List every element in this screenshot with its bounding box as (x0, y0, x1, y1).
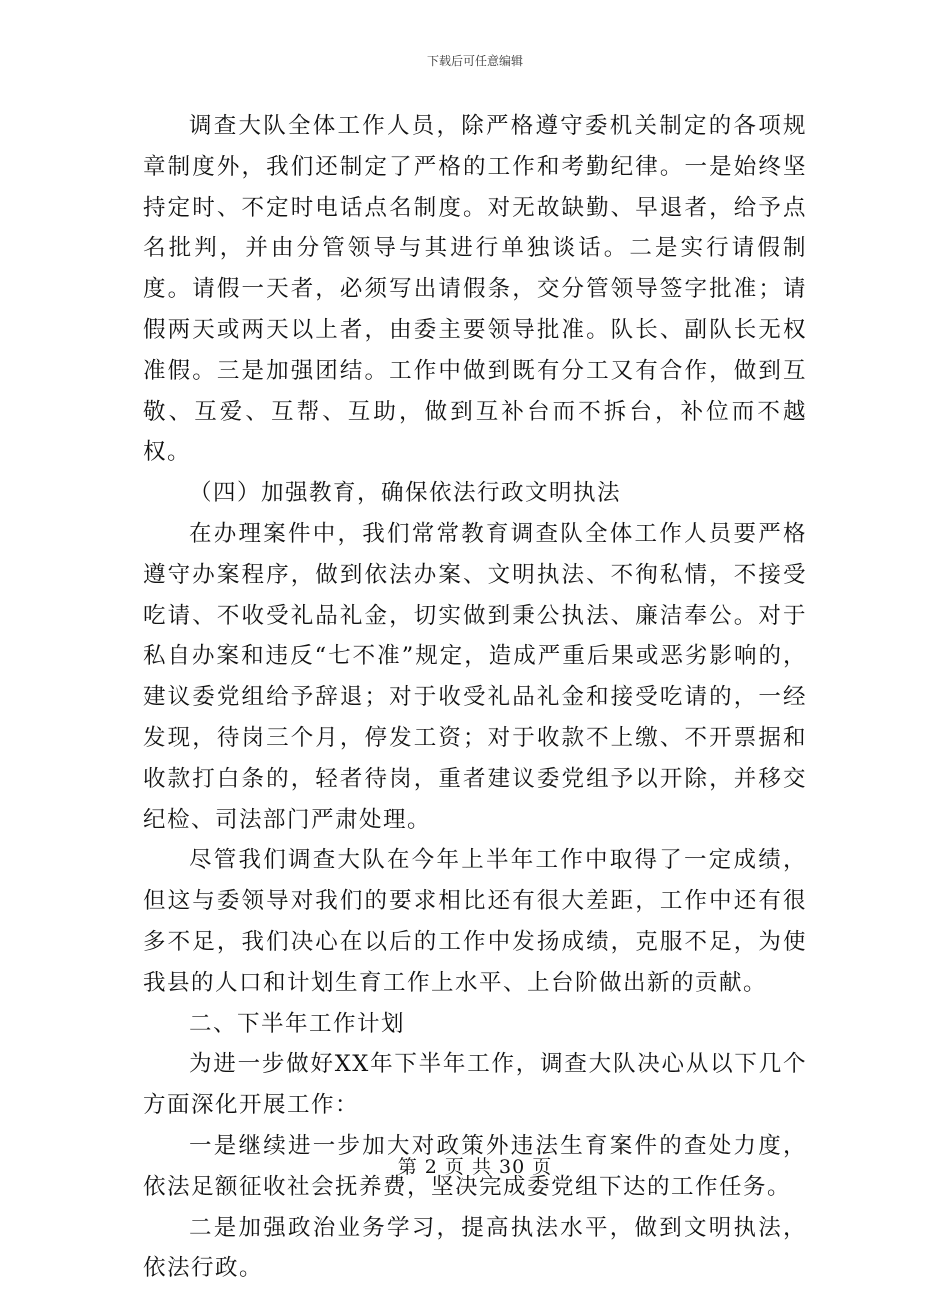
paragraph-plan-item-2: 二是加强政治业务学习，提高执法水平，做到文明执法，依法行政。 (143, 1214, 807, 1282)
page-number-footer: 第 2 页 共 30 页 (397, 1156, 553, 1178)
paragraph-plan-intro: 为进一步做好XX年下半年工作，调查大队决心从以下几个方面深化开展工作： (143, 1051, 807, 1119)
paragraph-summary: 尽管我们调查大队在今年上半年工作中取得了一定成绩，但这与委领导对我们的要求相比还有很大差距，工作中还有很多不足，我们决心在以后的工作中发扬成绩，克服不足，为使我县的人口和计划生育工作上水平、上台阶做出新的贡献。 (143, 847, 807, 996)
page-header-note: 下载后可任意编辑 (426, 54, 523, 68)
paragraph-discipline: 调查大队全体工作人员，除严格遵守委机关制定的各项规章制度外，我们还制定了严格的工作和考勤纪律。一是始终坚持定时、不定时电话点名制度。对无故缺勤、早退者，给予点名批判，并由分管领导与其进行单独谈话。二是实行请假制度。请假一天者，必须写出请假条，交分管领导签字批准；请假两天或两天以上者，由委主要领导批准。队长、副队长无权准假。三是加强团结。工作中做到既有分工又有合作，做到互敬、互爱、互帮、互助，做到互补台而不拆台，补位而不越权。 (143, 113, 807, 466)
paragraph-plan-item-1: 一是继续进一步加大对政策外违法生育案件的查处力度，依法足额征收社会抚养费，坚决完成委党组下达的工作任务。 (143, 1132, 807, 1200)
section-heading-plan: 二、下半年工作计划 (189, 1010, 406, 1037)
section-heading-education: （四）加强教育，确保依法行政文明执法 (189, 480, 622, 507)
document-body (143, 106, 807, 1289)
paragraph-case-handling: 在办理案件中，我们常常教育调查队全体工作人员要严格遵守办案程序，做到依法办案、文明执法、不徇私情，不接受吃请、不收受礼品礼金，切实做到秉公执法、廉洁奉公。对于私自办案和违反“七不准”规定，造成严重后果或恶劣影响的，建议委党组给予辞退；对于收受礼品礼金和接受吃请的，一经发现，待岗三个月，停发工资；对于收款不上缴、不开票据和收款打白条的，轻者待岗，重者建议委党组予以开除，并移交纪检、司法部门严肃处理。 (143, 520, 807, 833)
